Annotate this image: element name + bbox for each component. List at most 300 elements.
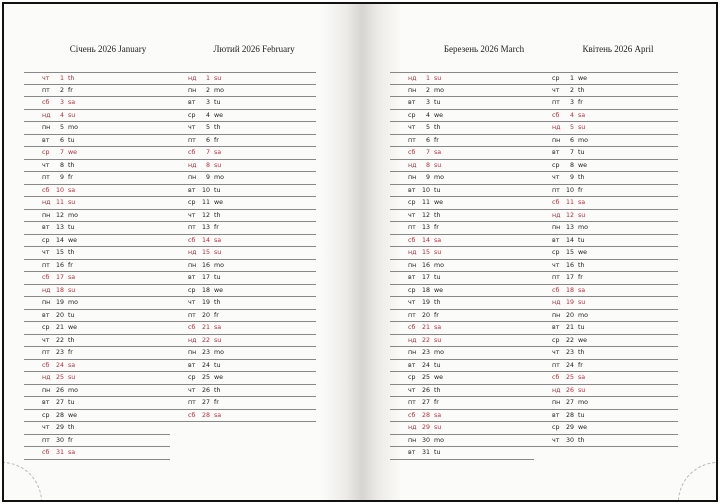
day-row [24,260,170,273]
weekday-en: su [578,299,586,306]
weekday-ua: чт [42,424,50,431]
day-row [534,160,678,173]
day-row [534,322,678,335]
weekday-en: mo [434,349,444,356]
weekday-en: we [214,111,224,119]
day-row [534,372,678,385]
day-row [390,247,534,260]
day-number: 27 [421,399,430,406]
day-row [24,335,170,348]
day-number: 26 [565,386,574,394]
weekday-ua: пн [42,124,51,131]
day-row [170,360,316,373]
weekday-ua: пн [42,299,51,306]
day-number: 28 [565,411,574,419]
weekday-ua: нд [408,424,417,431]
day-list [24,72,170,460]
day-row [390,172,534,185]
weekday-ua: нд [408,249,417,256]
day-number: 25 [55,374,64,381]
day-number: 7 [569,149,574,156]
weekday-en: we [434,286,444,294]
weekday-ua: ср [188,199,196,206]
weekday-ua: ср [42,411,50,419]
weekday-ua: сб [42,99,50,106]
weekday-en: fr [68,349,73,356]
weekday-ua: вт [552,411,560,419]
weekday-ua: пт [188,224,196,231]
weekday-ua: чт [408,299,416,306]
weekday-en: th [214,386,221,394]
weekday-ua: чт [42,161,50,169]
day-row [534,235,678,248]
weekday-ua: ср [552,424,560,431]
day-number: 21 [421,324,430,331]
weekday-ua: чт [408,124,416,131]
day-number: 18 [421,286,430,294]
day-row [24,172,170,185]
weekday-ua: пт [188,399,196,406]
weekday-en: mo [578,224,588,231]
day-number: 9 [205,174,210,181]
weekday-en: tu [434,99,441,106]
day-row [390,297,534,310]
day-row [170,410,316,423]
weekday-en: tu [68,311,75,319]
weekday-en: su [434,161,442,169]
weekday-en: we [214,374,224,381]
weekday-ua: чт [552,174,560,181]
day-row [534,272,678,285]
weekday-ua: пн [408,86,417,94]
weekday-ua: вт [552,236,560,244]
weekday-en: fr [578,186,583,194]
day-number: 16 [55,261,64,269]
day-row [390,447,534,460]
day-row [170,347,316,360]
day-number: 4 [425,111,430,119]
weekday-en: th [68,424,75,431]
weekday-en: fr [214,224,219,231]
month-title: Січень 2026 January [69,44,147,54]
day-row [390,422,534,435]
day-number: 31 [421,449,430,456]
day-row [534,185,678,198]
day-row [534,222,678,235]
day-row [24,122,170,135]
day-number: 26 [55,386,64,394]
right-page [390,4,682,500]
day-number: 8 [425,161,430,169]
weekday-ua: нд [552,386,561,394]
weekday-en: th [578,86,585,94]
weekday-en: we [434,199,444,206]
day-number: 28 [55,411,64,419]
weekday-en: sa [434,324,442,331]
weekday-en: th [578,349,585,356]
weekday-en: su [578,211,586,219]
weekday-en: th [68,249,75,256]
weekday-en: fr [434,224,439,231]
weekday-ua: нд [42,199,51,206]
weekday-ua: пт [42,436,50,444]
day-row [24,397,170,410]
weekday-en: su [68,111,76,119]
day-number: 8 [205,161,210,169]
day-number: 7 [205,149,210,156]
weekday-ua: нд [188,249,197,256]
day-row [24,210,170,223]
day-row [534,385,678,398]
weekday-en: we [68,411,78,419]
day-number: 3 [205,99,210,106]
day-row [390,272,534,285]
day-row [390,385,534,398]
day-row [170,185,316,198]
day-number: 29 [55,424,64,431]
day-number: 3 [569,99,574,106]
weekday-en: su [68,286,76,294]
day-row [390,135,534,148]
weekday-ua: вт [42,399,50,406]
weekday-en: we [578,424,588,431]
weekday-ua: сб [552,199,560,206]
day-row [170,110,316,123]
day-row [24,360,170,373]
weekday-en: sa [578,374,586,381]
weekday-en: su [214,336,222,344]
weekday-ua: сб [188,149,196,156]
day-row [24,272,170,285]
day-row [170,197,316,210]
day-number: 9 [59,174,64,181]
weekday-en: mo [434,86,444,94]
day-number: 18 [201,286,210,294]
day-row [534,122,678,135]
day-number: 27 [55,399,64,406]
day-number: 5 [425,124,430,131]
day-row [390,85,534,98]
day-row [390,260,534,273]
weekday-en: su [214,75,222,82]
weekday-en: mo [214,261,224,269]
day-row [24,247,170,260]
day-row [24,372,170,385]
weekday-en: tu [434,186,441,194]
day-row [170,235,316,248]
day-number: 21 [565,324,574,331]
weekday-ua: пт [552,99,560,106]
day-row [170,310,316,323]
weekday-ua: сб [408,236,416,244]
day-row [390,160,534,173]
weekday-ua: вт [42,224,50,231]
day-number: 2 [425,86,430,94]
day-number: 25 [565,374,574,381]
weekday-ua: нд [42,111,51,119]
weekday-ua: пт [408,399,416,406]
day-number: 12 [201,211,210,219]
day-number: 9 [425,174,430,181]
day-row [390,210,534,223]
weekday-en: we [578,75,588,82]
weekday-en: sa [68,99,76,106]
day-number: 23 [55,349,64,356]
weekday-en: sa [434,236,442,244]
day-row [24,197,170,210]
weekday-en: th [214,211,221,219]
weekday-ua: вт [408,449,416,456]
weekday-ua: вт [188,274,196,281]
weekday-en: fr [578,274,583,281]
day-row [170,222,316,235]
day-number: 13 [565,224,574,231]
day-row [534,410,678,423]
day-row [534,285,678,298]
day-row [170,285,316,298]
weekday-ua: пт [42,349,50,356]
day-row [534,97,678,110]
day-number: 17 [201,274,210,281]
day-row [170,322,316,335]
weekday-ua: вт [42,136,50,144]
day-number: 5 [205,124,210,131]
day-row [390,147,534,160]
weekday-en: su [214,161,222,169]
day-row [170,122,316,135]
weekday-ua: пт [42,261,50,269]
weekday-ua: нд [188,75,197,82]
day-number: 18 [565,286,574,294]
day-list [534,72,678,447]
day-number: 14 [201,236,210,244]
weekday-ua: ср [552,336,560,344]
day-row [534,110,678,123]
day-row [24,385,170,398]
month-title: Березень 2026 March [443,44,525,54]
weekday-ua: пт [552,361,560,369]
day-row [390,197,534,210]
day-number: 21 [55,324,64,331]
day-row [390,372,534,385]
day-number: 7 [59,149,64,156]
day-row [534,135,678,148]
day-number: 24 [55,361,64,369]
day-row [390,435,534,448]
day-number: 20 [421,311,430,319]
day-number: 17 [565,274,574,281]
weekday-en: mo [434,261,444,269]
weekday-ua: вт [188,361,196,369]
weekday-en: tu [214,186,221,194]
weekday-ua: чт [552,261,560,269]
weekday-ua: пн [188,86,197,94]
weekday-ua: пт [552,186,560,194]
weekday-en: su [214,249,222,256]
day-row [170,172,316,185]
day-number: 11 [565,199,574,206]
weekday-en: mo [68,211,78,219]
day-number: 15 [565,249,574,256]
day-row [170,260,316,273]
day-number: 2 [205,86,210,94]
weekday-ua: сб [42,361,50,369]
weekday-ua: сб [42,274,50,281]
weekday-en: th [578,261,585,269]
day-number: 8 [59,161,64,169]
weekday-ua: нд [408,336,417,344]
weekday-en: fr [214,136,219,144]
weekday-en: fr [68,436,73,444]
weekday-en: sa [214,236,222,244]
day-number: 1 [59,75,64,82]
day-number: 20 [55,311,64,319]
day-number: 19 [421,299,430,306]
day-row [390,335,534,348]
day-number: 13 [55,224,64,231]
weekday-en: th [434,299,441,306]
day-number: 30 [55,436,64,444]
weekday-en: sa [578,111,586,119]
day-row [24,435,170,448]
day-row [24,72,170,85]
day-number: 8 [569,161,574,169]
weekday-en: su [434,249,442,256]
weekday-en: we [214,286,224,294]
weekday-en: su [68,374,76,381]
day-row [390,285,534,298]
weekday-en: th [68,75,75,82]
day-row [170,247,316,260]
weekday-ua: ср [552,249,560,256]
weekday-ua: вт [42,311,50,319]
weekday-en: tu [68,224,75,231]
day-row [24,410,170,423]
month-title: Квітень 2026 April [582,44,654,54]
weekday-en: tu [214,274,221,281]
day-number: 27 [201,399,210,406]
weekday-ua: пн [188,349,197,356]
day-row [170,335,316,348]
weekday-ua: чт [42,336,50,344]
day-number: 16 [565,261,574,269]
day-number: 20 [201,311,210,319]
day-number: 14 [565,236,574,244]
day-row [170,397,316,410]
weekday-en: mo [214,349,224,356]
day-number: 12 [565,211,574,219]
weekday-en: th [434,124,441,131]
day-number: 17 [55,274,64,281]
day-row [24,297,170,310]
weekday-ua: ср [42,324,50,331]
weekday-en: tu [434,361,441,369]
weekday-ua: пт [408,224,416,231]
day-row [24,310,170,323]
day-number: 21 [201,324,210,331]
day-row [534,310,678,323]
day-number: 3 [59,99,64,106]
weekday-en: sa [434,149,442,156]
weekday-ua: сб [42,449,50,456]
weekday-ua: ср [42,236,50,244]
day-number: 1 [205,75,210,82]
weekday-en: sa [578,286,586,294]
weekday-en: we [214,199,224,206]
day-number: 15 [55,249,64,256]
weekday-ua: вт [408,274,416,281]
day-row [390,310,534,323]
weekday-ua: вт [188,186,196,194]
weekday-ua: пт [42,86,50,94]
day-row [534,72,678,85]
weekday-ua: пн [408,174,417,181]
day-row [24,222,170,235]
weekday-en: su [68,199,76,206]
weekday-en: tu [434,449,441,456]
month-title: Лютий 2026 February [213,44,295,54]
day-row [170,85,316,98]
day-number: 7 [425,149,430,156]
weekday-ua: ср [552,161,560,169]
day-number: 27 [565,399,574,406]
day-number: 16 [421,261,430,269]
weekday-ua: нд [42,286,51,294]
weekday-ua: пн [42,211,51,219]
weekday-en: th [434,211,441,219]
weekday-en: we [68,324,78,331]
day-row [390,235,534,248]
weekday-en: su [434,336,442,344]
weekday-ua: ср [188,374,196,381]
weekday-en: mo [214,86,224,94]
day-row [24,322,170,335]
day-number: 19 [565,299,574,306]
weekday-en: sa [214,324,222,331]
day-number: 2 [59,86,64,94]
weekday-ua: сб [552,111,560,119]
weekday-ua: нд [42,374,51,381]
day-number: 24 [201,361,210,369]
day-number: 22 [201,336,210,344]
day-row [534,172,678,185]
weekday-en: sa [214,149,222,156]
weekday-ua: ср [188,286,196,294]
weekday-ua: чт [552,86,560,94]
weekday-en: sa [68,186,76,194]
day-number: 10 [421,186,430,194]
weekday-ua: нд [408,161,417,169]
day-row [390,97,534,110]
day-number: 2 [569,86,574,94]
day-row [24,135,170,148]
weekday-en: tu [578,236,585,244]
day-row [534,422,678,435]
weekday-en: mo [578,399,588,406]
day-row [534,147,678,160]
day-row [24,85,170,98]
day-number: 6 [59,136,64,144]
day-row [24,110,170,123]
day-number: 6 [425,136,430,144]
day-number: 22 [421,336,430,344]
day-number: 9 [569,174,574,181]
weekday-en: fr [68,261,73,269]
day-row [170,72,316,85]
day-number: 12 [421,211,430,219]
weekday-en: fr [214,311,219,319]
weekday-ua: пт [188,136,196,144]
